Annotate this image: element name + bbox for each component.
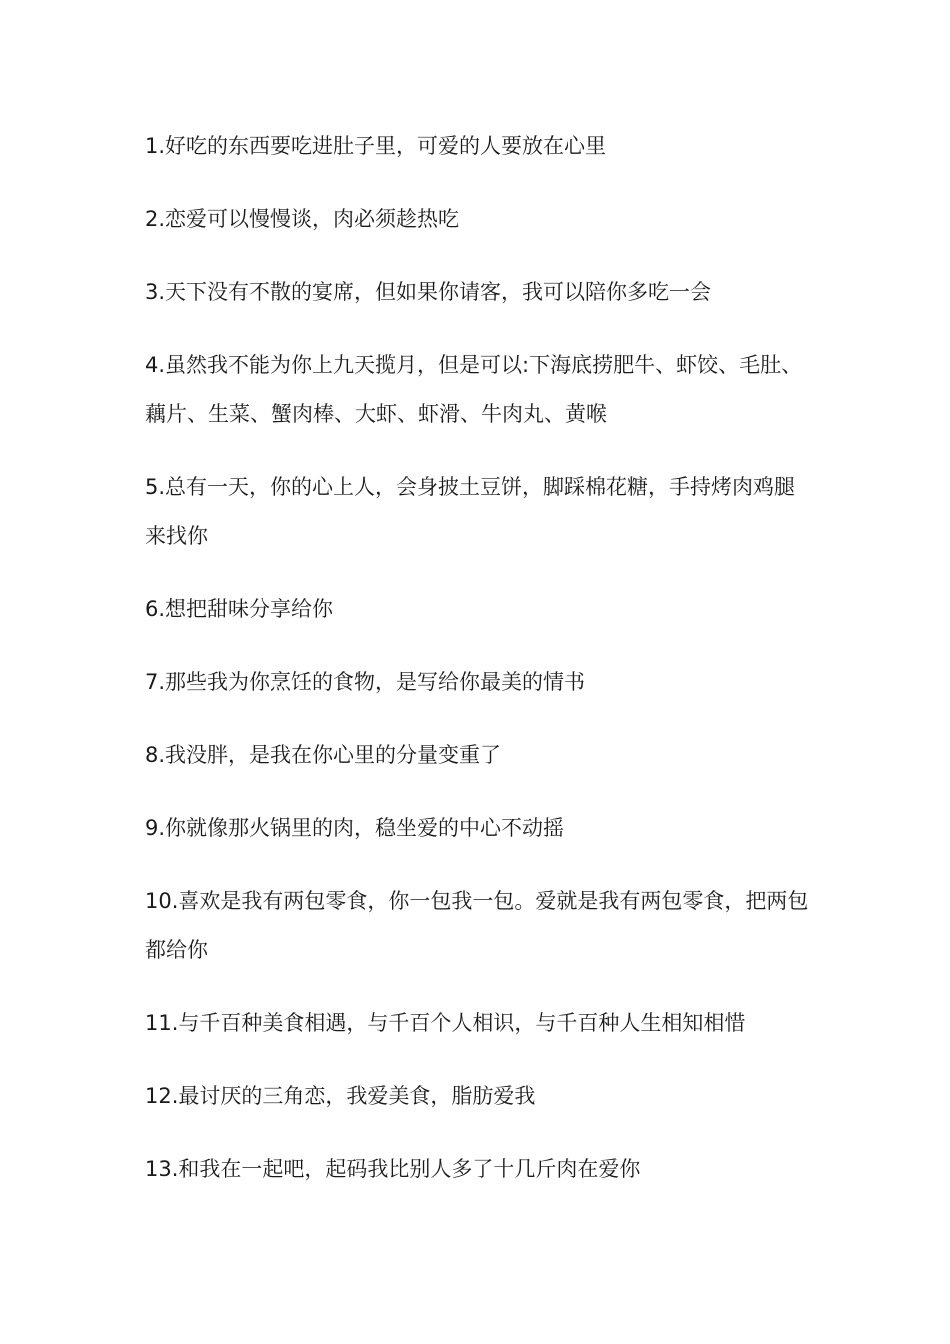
list-item: 3.天下没有不散的宴席，但如果你请客，我可以陪你多吃一会 [145, 280, 712, 304]
document-body [145, 122, 815, 1218]
list-item: 4.虽然我不能为你上九天揽月，但是可以:下海底捞肥牛、虾饺、毛肚、藕片、生菜、蟹肉棒、大虾、虾滑、牛肉丸、黄喉 [145, 353, 803, 426]
list-item: 10.喜欢是我有两包零食，你一包我一包。爱就是我有两包零食，把两包都给你 [145, 889, 809, 962]
list-item: 12.最讨厌的三角恋，我爱美食，脂肪爱我 [145, 1084, 536, 1108]
list-item: 13.和我在一起吧，起码我比别人多了十几斤肉在爱你 [145, 1157, 641, 1181]
list-item: 2.恋爱可以慢慢谈，肉必须趁热吃 [145, 207, 460, 231]
list-item: 5.总有一天，你的心上人，会身披土豆饼，脚踩棉花糖，手持烤肉鸡腿来找你 [145, 475, 796, 548]
list-item: 1.好吃的东西要吃进肚子里，可爱的人要放在心里 [145, 134, 607, 158]
list-item: 9.你就像那火锅里的肉，稳坐爱的中心不动摇 [145, 816, 565, 840]
list-item: 6.想把甜味分享给你 [145, 597, 334, 621]
list-item: 7.那些我为你烹饪的食物，是写给你最美的情书 [145, 670, 586, 694]
list-item: 11.与千百种美食相遇，与千百个人相识，与千百种人生相知相惜 [145, 1011, 746, 1035]
list-item: 8.我没胖，是我在你心里的分量变重了 [145, 743, 502, 767]
